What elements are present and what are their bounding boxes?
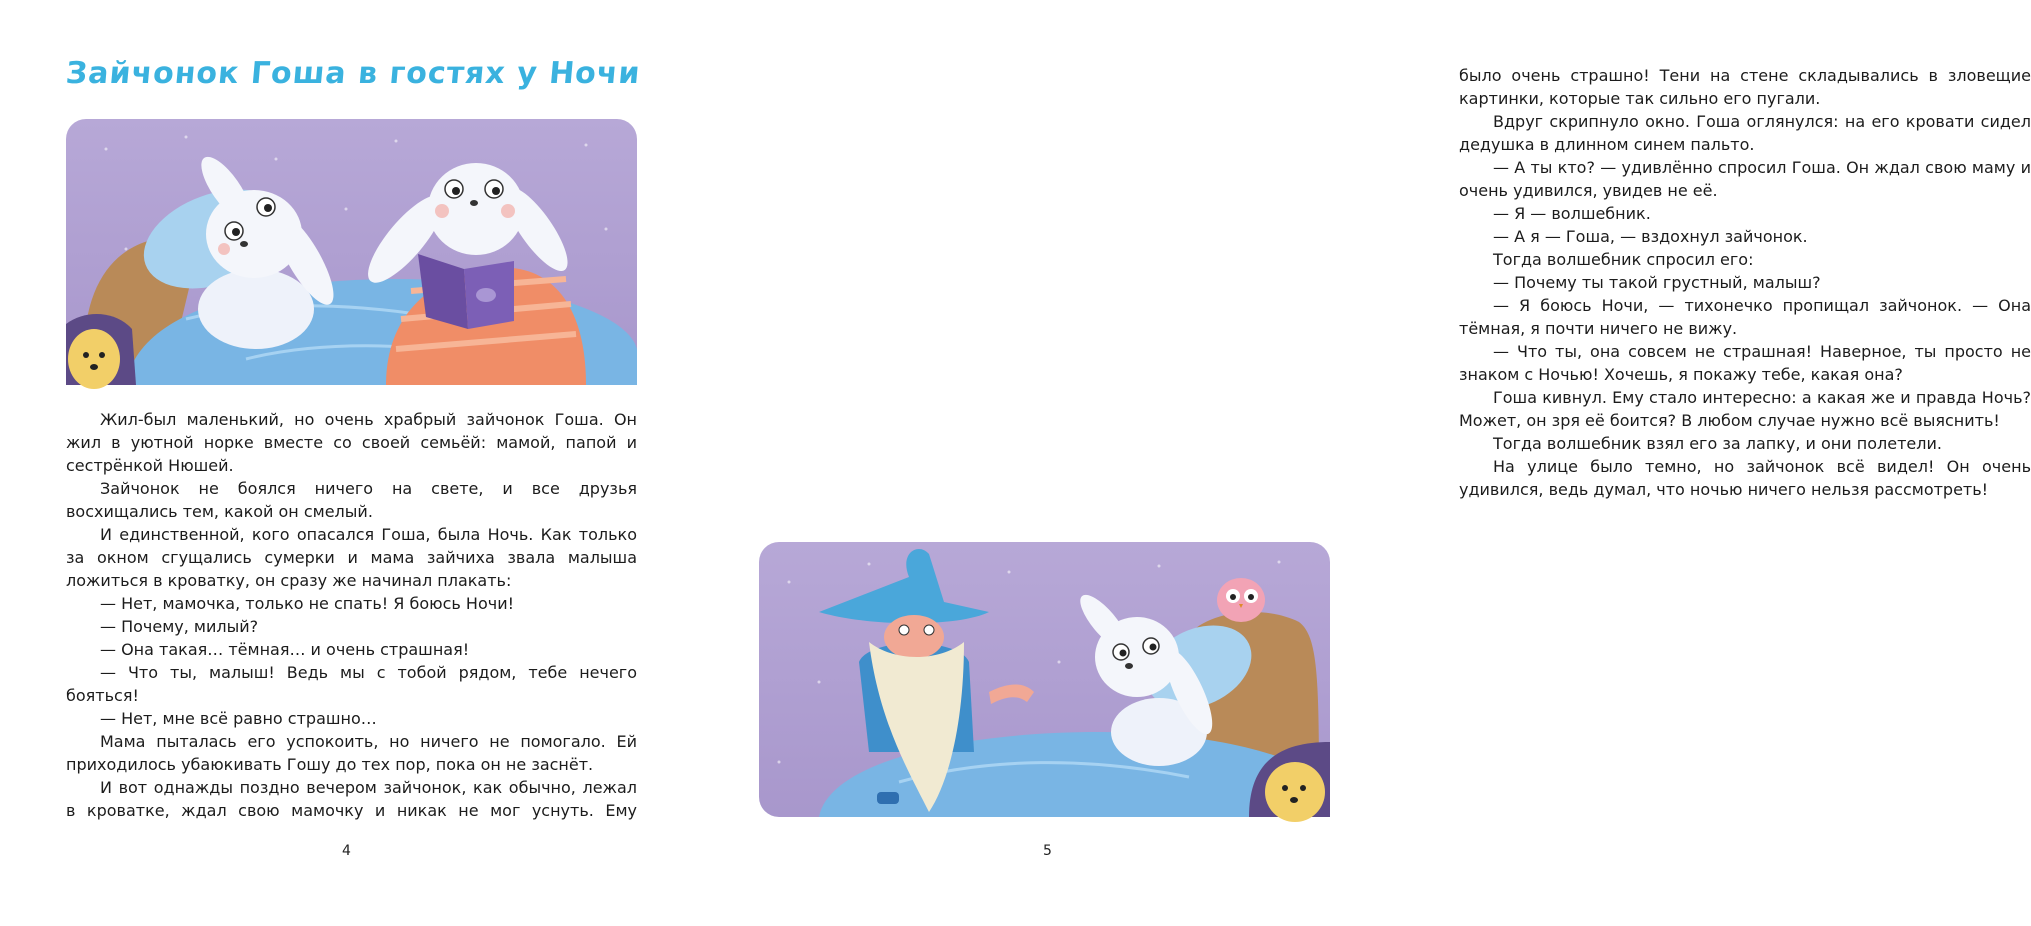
left-page-text — [66, 408, 637, 822]
dialogue-line: — Она такая… тёмная… и очень страшная! — [100, 640, 470, 659]
wizard-and-bunny-illustration — [759, 542, 1330, 817]
paragraph: Зайчонок не боялся ничего на свете, и все друзья восхищались тем, какой он смелый. — [66, 479, 637, 521]
dialogue-line: — Я боюсь Ночи, — тихонечко пропищал зайчонок. — Она тёмная, я почти ничего не вижу. — [1459, 296, 2031, 338]
owl — [1217, 578, 1265, 622]
dialogue-line: — А ты кто? — удивлённо спросил Гоша. Он ждал свою маму и очень удивился, увидев не её. — [1459, 158, 2031, 200]
book-icon — [418, 254, 514, 329]
wizard-and-bunny-scene-image — [759, 542, 1330, 817]
paragraph: И единственной, кого опасался Гоша, была Ночь. Как только за окном сгущались сумерки и мама зайчиха звала малыша ложиться в кроватку, он сразу же начинал плакать: — [66, 525, 637, 590]
dialogue-line: — Почему, милый? — [100, 617, 259, 636]
paragraph: Тогда волшебник взял его за лапку, и они полетели. — [1493, 434, 1942, 453]
dialogue-line: — Почему ты такой грустный, малыш? — [1493, 273, 1821, 292]
bunny-reading-scene-image — [66, 119, 637, 385]
right-page-text — [1459, 64, 2031, 501]
dialogue-line: — Что ты, малыш! Ведь мы с тобой рядом, тебе нечего бояться! — [66, 663, 637, 705]
wizard-hat-icon — [819, 549, 989, 623]
paragraph: было очень страшно! Тени на стене складывались в зловещие картинки, которые так сильно его пугали. — [1459, 66, 2031, 108]
paragraph: Жил-был маленький, но очень храбрый зайчонок Гоша. Он жил в уютной норке вместе со своей семьёй: мамой, папой и сестрёнкой Нюшей. — [66, 410, 637, 475]
story-title: Зайчонок Гоша в гостях у Ночи — [64, 56, 643, 91]
bunny-reading-book-illustration — [66, 119, 637, 385]
paragraph: И вот однажды поздно вечером зайчонок, как обычно, лежал в кроватке, ждал свою мамочку и никак не мог уснуть. Ему — [66, 778, 637, 820]
paragraph: Вдруг скрипнуло окно. Гоша оглянулся: на его кровати сидел дедушка в длинном синем пальто. — [1459, 112, 2031, 154]
dialogue-line: — Нет, мне всё равно страшно… — [100, 709, 377, 728]
dialogue-line: — Что ты, она совсем не страшная! Наверное, ты просто не знаком с Ночью! Хочешь, я покажу тебе, какая она? — [1459, 342, 2031, 384]
paragraph: Мама пыталась его успокоить, но ничего не помогало. Ей приходилось убаюкивать Гошу до тех пор, пока он не заснёт. — [66, 732, 637, 774]
right-page — [700, 0, 2031, 926]
paragraph: На улице было темно, но зайчонок всё видел! Он очень удивился, ведь думал, что ночью ничего нельзя рассмотреть! — [1459, 457, 2031, 499]
dialogue-line: — Я — волшебник. — [1493, 204, 1651, 223]
hedgehog — [66, 314, 136, 389]
paragraph: Тогда волшебник спросил его: — [1493, 250, 1754, 269]
page-number: 4 — [342, 843, 351, 859]
dialogue-line: — А я — Гоша, — вздохнул зайчонок. — [1493, 227, 1808, 246]
paragraph: Гоша кивнул. Ему стало интересно: а какая же и правда Ночь? Может, он зря её боится? В любом случае нужно всё выяснить! — [1459, 388, 2031, 430]
page-number: 5 — [1043, 843, 1052, 859]
dialogue-line: — Нет, мамочка, только не спать! Я боюсь Ночи! — [100, 594, 515, 613]
left-page — [0, 0, 700, 926]
